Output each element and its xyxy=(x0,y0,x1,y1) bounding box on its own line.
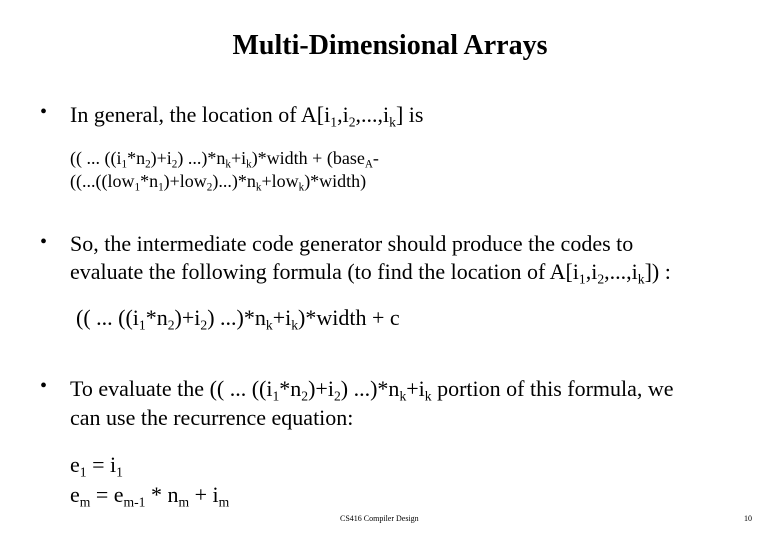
bullet-marker: • xyxy=(40,101,48,123)
bullet3-line2: can use the recurrence equation: xyxy=(70,405,354,430)
bullet3-line1: To evaluate the (( ... $((i_1*n_2)+i_2)$ $...)*n_k+i_k$ portion of this formula, we xyxy=(70,376,674,404)
slide-title: Multi-Dimensional Arrays xyxy=(232,30,548,61)
formula1-line2: $((...((low_1*n_1)+low_2)...)*n_k+low_k)*width$) xyxy=(70,171,367,194)
page-number: 10 xyxy=(744,514,752,523)
bullet-marker: • xyxy=(40,231,48,253)
bullet2-line2: evaluate the following formula (to find the location of $A[i_1,i_2,...,i_k]$) : xyxy=(70,259,671,287)
formula2: (( ... $((i_1*n_2)+i_2)$ $...)*n_k+i_k)*width + c$ xyxy=(76,305,400,333)
footer-course: CS416 Compiler Design xyxy=(340,514,419,523)
bullet1-text: In general, the location of $A[i_1,i_2,...,i_k]$ is xyxy=(70,102,424,130)
formula1-line1: (( ... $((i_1*n_2)+i_2)$ $...)*n_k+i_k)*width$ + (base$_A$- xyxy=(70,148,379,171)
recurrence-eq1: $e_1 = i_1$ xyxy=(70,452,123,480)
bullet2-line1: So, the intermediate code generator should produce the codes to xyxy=(70,231,634,256)
bullet-marker: • xyxy=(40,375,48,397)
recurrence-eq2: $e_m = e_{m-1} * n_m + i_m$ xyxy=(70,482,230,510)
